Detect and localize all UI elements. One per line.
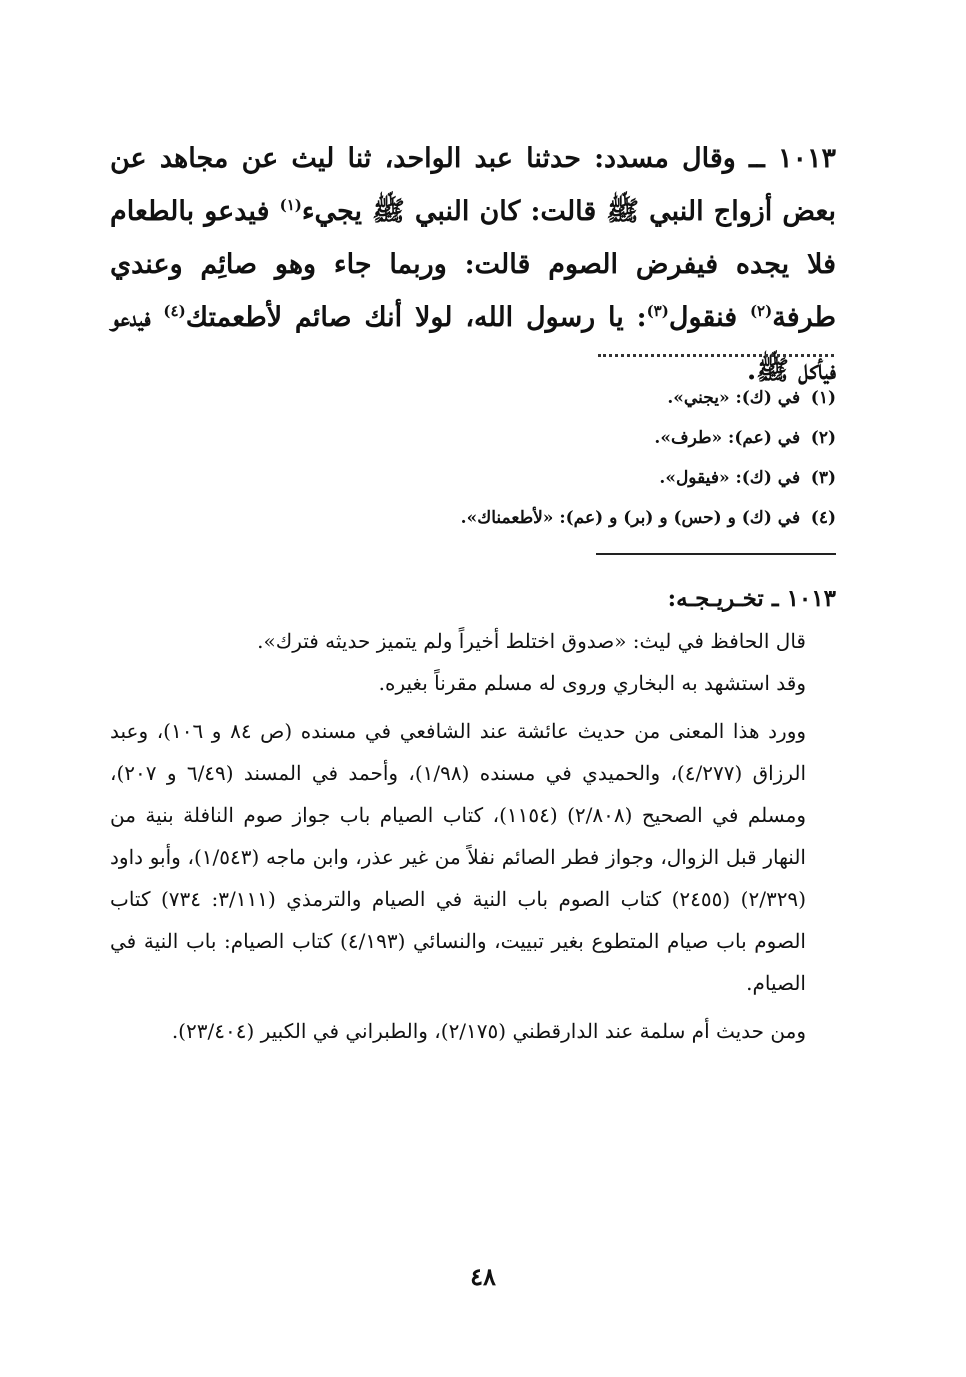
takhrij-paragraph-1: وورد هذا المعنى من حديث عائشة عند الشافعي في مسنده (ص ٨٤ و ١٠٦)، وعبد الرزاق (٤/٢٧٧)، والحميدي في مسنده (١/٩٨)، وأحمد في المسند (٦/٤٩ و ٢٠٧)، ومسلم في الصحيح (٢/٨٠٨) (١١٥٤)، كتاب الصيام باب جواز صوم النافلة بنية من النهار قبل الزوال، وجواز فطر الصائم نفلاً من غير عذر، وابن ماجه (١/٥٤٣)، وأبو داود (٢/٣٢٩) (٢٤٥٥) كتاب الصوم باب النية في الصيام والترمذي (٣/١١١: ٧٣٤) كتاب الصوم باب صيام المتطوع بغير تبييت، والنسائي (٤/١٩٣) كتاب الصيام: باب النية في الصيام. bbox=[110, 719, 807, 995]
footnote-ref-1: (١) bbox=[279, 196, 302, 214]
footnote-ref-2: (٢) bbox=[749, 302, 773, 320]
footnote-ref-4: (٤) bbox=[163, 302, 186, 320]
takhrij-line-2: وقد استشهد به البخاري وروى له مسلم مقرناً بغيره. bbox=[378, 671, 806, 695]
footnote-item bbox=[110, 418, 836, 458]
takhrij-line-1: قال الحافظ في ليث: «صدوق اختلط أخيراً ولم يتميز حديثه فترك». bbox=[257, 629, 806, 653]
footnote-number: (٤) bbox=[810, 508, 836, 528]
footnote-number: (١) bbox=[810, 388, 836, 408]
hadith-text-part-4: : يا رسول الله، لولا أنك صائم لأطعمتك bbox=[185, 302, 647, 333]
hadith-text-part-5: فيدعو فيأكل ﷺ. bbox=[110, 302, 836, 386]
footnote-ref-3: (٣) bbox=[646, 302, 669, 320]
footnote-number: (٣) bbox=[810, 468, 836, 488]
takhrij-paragraph-2: ومن حديث أم سلمة عند الدارقطني (٢/١٧٥)، والطبراني في الكبير (٢٣/٤٠٤). bbox=[171, 1019, 806, 1043]
hadith-text bbox=[110, 132, 836, 397]
footnote-text: في (ك) و (حس) و (بر) و (عم): «لأطعمناك». bbox=[460, 508, 801, 528]
footnote-item bbox=[110, 378, 836, 418]
footnote-item bbox=[110, 498, 836, 538]
section-separator bbox=[596, 553, 836, 555]
hadith-text-part-2: فيدعو بالطعام فلا يجده فيفرض الصوم قالت: وربما جاء وهو صائِم وعندي طرفة bbox=[110, 196, 836, 333]
footnotes-list bbox=[110, 378, 836, 538]
hadith-dash: ــ bbox=[748, 143, 765, 174]
hadith-text-part-1: وقال مسدد: حدثنا عبد الواحد، ثنا ليث عن مجاهد عن بعض أزواج النبي ﷺ قالت: كان النبي ﷺ يجيء bbox=[110, 143, 836, 227]
footnote-text: في (ك): «يجني». bbox=[667, 388, 801, 408]
page-number: ٤٨ bbox=[470, 1262, 496, 1291]
footnote-text: في (عم): «طرف». bbox=[654, 428, 801, 448]
hadith-number: ١٠١٣ bbox=[778, 143, 837, 174]
takhrij-section bbox=[110, 578, 836, 1052]
takhrij-heading: ١٠١٣ ـ تخـريـجـه: bbox=[667, 585, 836, 612]
footnote-number: (٢) bbox=[810, 428, 836, 448]
footnote-separator bbox=[598, 354, 834, 357]
hadith-text-part-3: فنقول bbox=[668, 302, 750, 333]
footnote-text: في (ك): «فيقول». bbox=[659, 468, 801, 488]
footnote-item bbox=[110, 458, 836, 498]
